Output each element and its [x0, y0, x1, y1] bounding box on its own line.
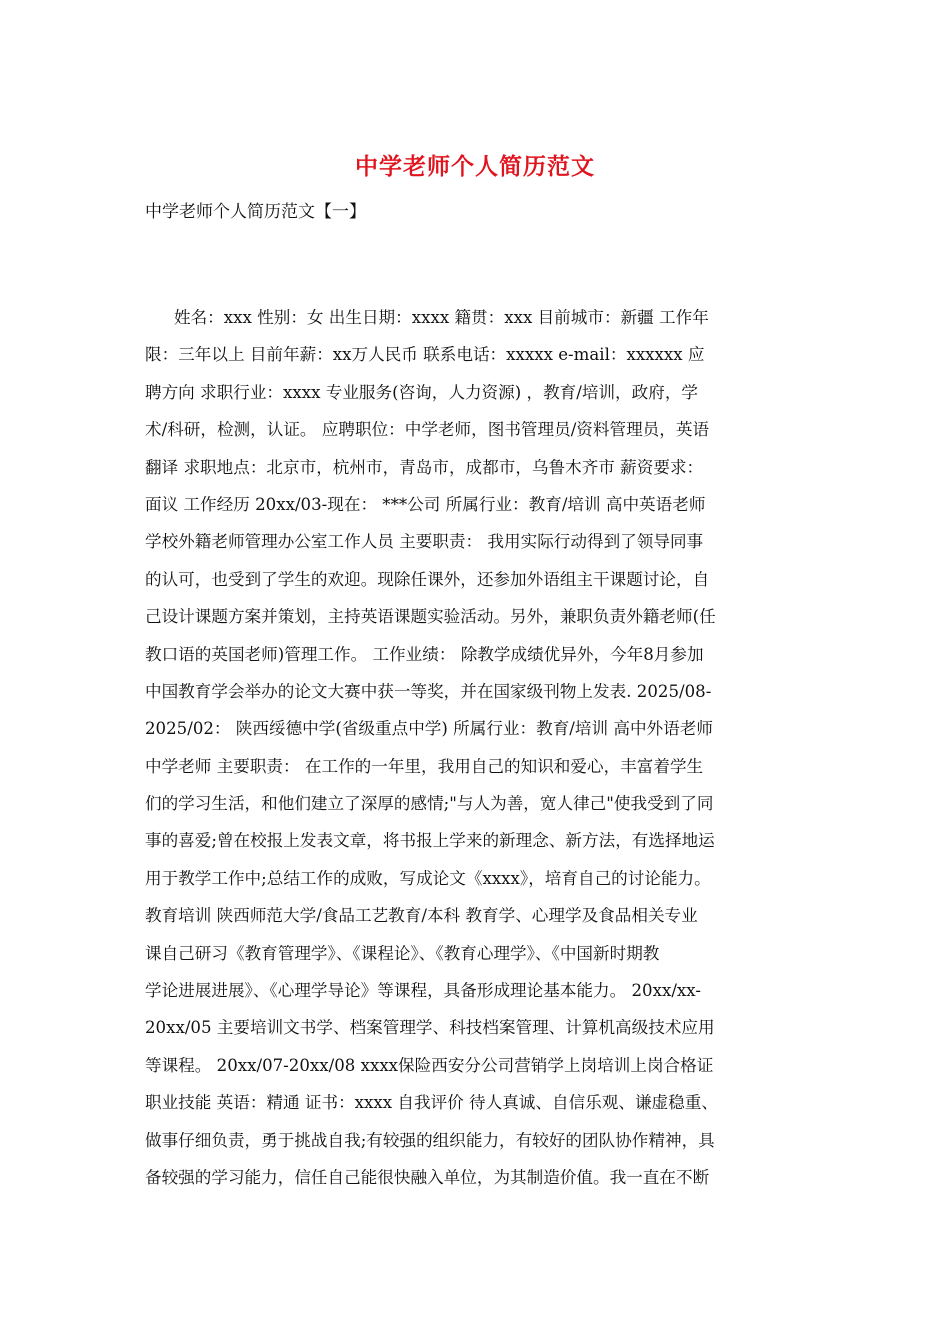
body-line: 用于教学工作中;总结工作的成败，写成论文《xxxx》，培育自己的讨论能力。	[145, 868, 711, 888]
body-line: 教口语的英国老师)管理工作。 工作业绩： 除教学成绩优异外，今年8月参加	[145, 644, 704, 664]
body-line: 术/科研，检测，认证。 应聘职位：中学老师，图书管理员/资料管理员，英语	[145, 420, 710, 440]
body-line: 事的喜爱;曾在校报上发表文章，将书报上学来的新理念、新方法，有选择地运	[145, 831, 715, 851]
body-line: 限：三年以上 目前年薪：xx万人民币 联系电话：xxxxx e-mail：xxxxxx 应	[145, 345, 705, 365]
body-line: 翻译 求职地点：北京市，杭州市，青岛市，成都市，乌鲁木齐市 薪资要求：	[145, 457, 704, 477]
body-line: 做事仔细负责，勇于挑战自我;有较强的组织能力，有较好的团队协作精神，具	[145, 1130, 715, 1150]
body-line: 面议 工作经历 20xx/03-现在： ***公司 所属行业：教育/培训 高中英语老师	[145, 494, 706, 514]
body-line: 中学老师 主要职责： 在工作的一年里，我用自己的知识和爱心，丰富着学生	[145, 756, 704, 776]
body-line: 己设计课题方案并策划，主持英语课题实验活动。另外，兼职负责外籍老师(任	[145, 607, 716, 627]
resume-body	[145, 299, 815, 1196]
body-line: 们的学习生活，和他们建立了深厚的感情;"与人为善，宽人律己"使我受到了同	[145, 794, 714, 814]
body-line: 2025/02： 陕西绥德中学(省级重点中学) 所属行业：教育/培训 高中外语老师	[145, 719, 713, 739]
body-line: 职业技能 英语：精通 证书：xxxx 自我评价 待人真诚、自信乐观、谦虚稳重、	[145, 1093, 718, 1113]
body-line: 20xx/05 主要培训文书学、档案管理学、科技档案管理、计算机高级技术应用	[145, 1018, 715, 1038]
body-line: 学校外籍老师管理办公室工作人员 主要职责： 我用实际行动得到了领导同事	[145, 532, 704, 552]
body-line: 备较强的学习能力，信任自己能很快融入单位，为其制造价值。我一直在不断	[145, 1167, 710, 1187]
body-line: 的认可，也受到了学生的欢迎。现除任课外，还参加外语组主干课题讨论，自	[145, 569, 710, 589]
body-line: 课自己研习《教育管理学》、《课程论》、《教育心理学》、《中国新时期教	[145, 943, 660, 963]
body-line: 教育培训 陕西师范大学/食品工艺教育/本科 教育学、心理学及食品相关专业	[145, 906, 698, 926]
body-line: 聘方向 求职行业：xxxx 专业服务(咨询，人力资源) ，教育/培训，政府，学	[145, 382, 699, 402]
section-heading: 中学老师个人简历范文【一】	[145, 202, 366, 222]
document-title: 中学老师个人简历范文	[355, 153, 595, 180]
body-line: 学论进展进展》、《心理学导论》等课程，具备形成理论基本能力。 20xx/xx-	[145, 981, 701, 1001]
body-line: 等课程。 20xx/07-20xx/08 xxxx保险西安分公司营销学上岗培训上岗合格证	[145, 1055, 714, 1075]
body-line: 中国教育学会举办的论文大赛中获一等奖，并在国家级刊物上发表. 2025/08-	[145, 681, 712, 701]
body-line: 姓名：xxx 性别：女 出生日期：xxxx 籍贯：xxx 目前城市：新疆 工作年	[174, 308, 709, 327]
